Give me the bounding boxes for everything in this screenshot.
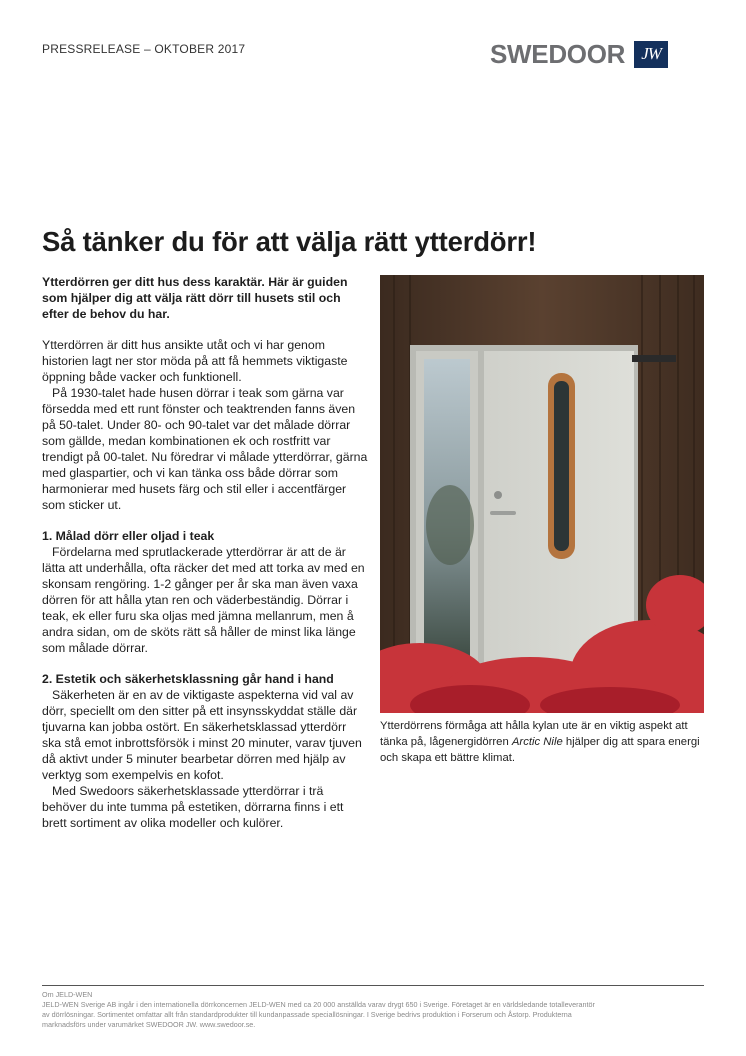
section-1-paragraph: Fördelarna med sprutlackerade ytterdörrar är att de är lätta att underhålla, ofta räcker det med att torka av med en skonsam rengöring. 1-2 gånger per år ska man även vaxa dörren för att hålla ytan ren och väderbeständig. Dörrar i teak, ek eller furu ska oljas med jämna mellanrum, men å andra sidan, om de sköts rätt så håller de minst lika länge som målade dörrar.: [42, 545, 365, 655]
caption-text: Ytterdörrens förmåga att hålla kylan ute är en viktig aspekt att tänka på, lågenergidörren: [380, 720, 688, 748]
caption-text-end: hjälper dig att spara energi och skapa ett bättre klimat.: [380, 736, 700, 764]
section-1-heading: 1. Målad dörr eller oljad i teak: [42, 529, 215, 543]
door-photo: [380, 275, 704, 713]
door-illustration: [380, 275, 704, 713]
footer-text: JELD-WEN Sverige AB ingår i den internationella dörrkoncernen JELD-WEN med ca 20 000 anställda varav drygt 650 i Sverige. Företaget är en världsledande totalleverantör av dörrlösningar. Sortimentet omfattar allt från standardprodukter till kundanpassade speciallösningar. I Sverige bedrivs produktion i Forserum och Åstorp. Produkterna marknadsförs under varumärket SWEDOOR JW. www.swedoor.se.: [42, 1000, 595, 1029]
footer: [42, 990, 602, 1030]
page-title: Så tänker du för att välja rätt ytterdörr!: [42, 226, 537, 257]
intro-paragraph-2: På 1930-talet hade husen dörrar i teak som gärna var försedda med ett runt fönster och teaktrenden fanns även på 50-talet. Under 80- och 90-talet var det målade dörrar som gällde, medan kombinationen ek och rostfritt var trendigt på 00-talet. Nu föredrar vi målade ytterdörrar, gärna med glaspartier, och vi kan tänka oss både dörrar som harmonierar med husets färg och stil eller i accentfärger som sticker ut.: [42, 386, 368, 512]
footer-title: Om JELD-WEN: [42, 990, 93, 999]
footer-divider: [42, 985, 704, 986]
press-release-date: PRESSRELEASE – OKTOBER 2017: [42, 42, 246, 56]
section-2-paragraph-1: Säkerheten är en av de viktigaste aspekterna vid val av dörr, speciellt om den sitter på ett insynsskyddat ställe där tjuvarna kan jobba ostört. En säkerhetsklassad ytterdörr ska stå emot inbrottsförsök i minst 20 minuter, varav tjuven då aktivt under 5 minuter bearbetar dörren med hjälp av verktyg som exempelvis en kofot.: [42, 688, 362, 782]
jw-logo-mark: JW: [634, 41, 668, 68]
intro-paragraph-1: Ytterdörren är ditt hus ansikte utåt och vi har genom historien lagt ner stor möda på att få hemmets viktigaste öppning både vacker och funktionell.: [42, 338, 348, 384]
section-2-paragraph-2: Med Swedoors säkerhetsklassade ytterdörrar i trä behöver du inte tumma på estetiken, dörrarna finns i ett brett sortiment av olika modeller och kulörer.: [42, 784, 344, 830]
photo-caption: [380, 718, 706, 766]
article-body: [42, 274, 368, 831]
lead-paragraph: Ytterdörren ger ditt hus dess karaktär. Här är guiden som hjälper dig att välja rätt dörr till husets stil och efter de behov du har.: [42, 275, 348, 321]
swedoor-logo: [490, 40, 668, 68]
caption-product-name: Arctic Nile: [511, 736, 563, 748]
section-2-heading: 2. Estetik och säkerhetsklassning går hand i hand: [42, 672, 334, 686]
logo-wordmark: SWEDOOR: [490, 39, 626, 69]
